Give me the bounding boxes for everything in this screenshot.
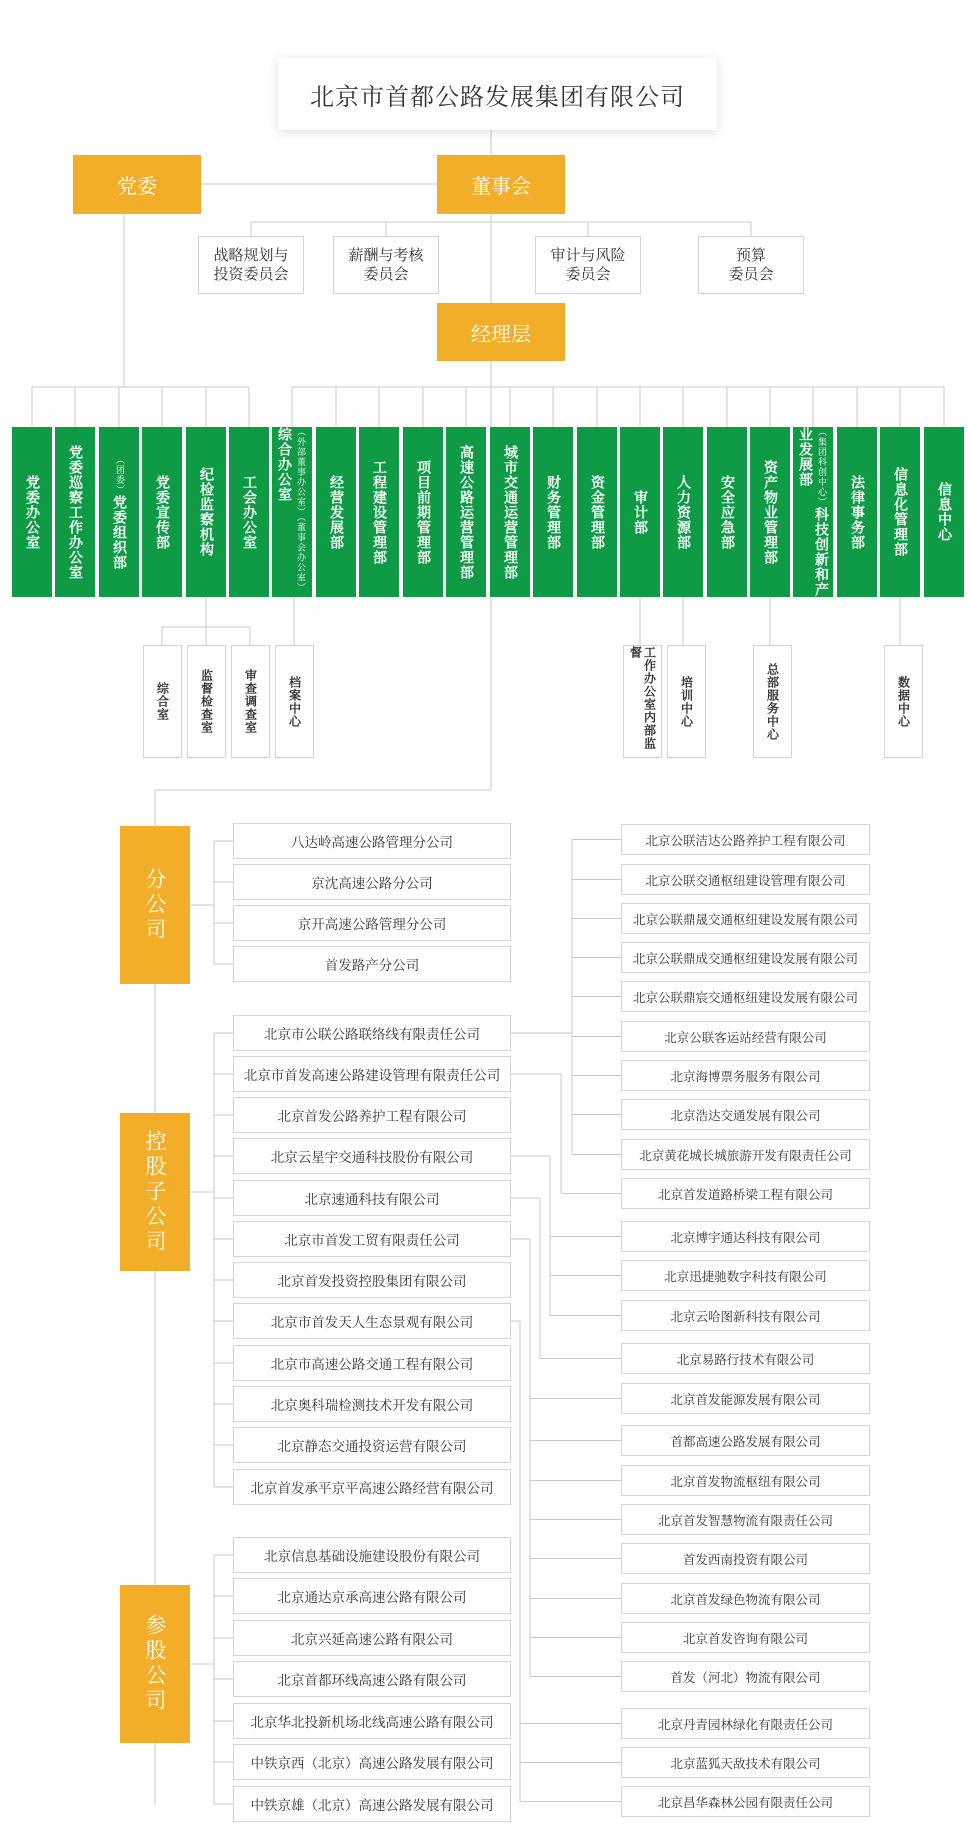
department-box	[359, 427, 399, 597]
department-box	[577, 427, 617, 597]
sub-unit-label: 审查调查室	[243, 669, 258, 734]
department-label: （集团科创中心）科技创新和产业发展部	[797, 427, 829, 597]
committee-box: 审计与风险 委员会	[535, 236, 641, 294]
category-branch-label: 分公司	[143, 867, 167, 943]
holding-company: 北京市首发高速公路建设管理有限责任公司	[233, 1056, 511, 1092]
subsidiary-company: 北京黄花城长城旅游开发有限责任公司	[621, 1139, 870, 1170]
department-label: 经营发展部	[328, 474, 344, 550]
subsidiary-company: 北京首发智慧物流有限责任公司	[621, 1504, 870, 1535]
department-label: 纪检监察机构	[198, 467, 214, 557]
holding-company: 北京首发投资控股集团有限公司	[233, 1262, 511, 1298]
subsidiary-company: 北京蓝狐天敌技术有限公司	[621, 1747, 870, 1778]
equity-company: 中铁京西（北京）高速公路发展有限公司	[233, 1744, 511, 1780]
holding-company: 北京首发承平京平高速公路经营有限公司	[233, 1469, 511, 1505]
holding-company: 北京速通科技有限公司	[233, 1180, 511, 1216]
sub-unit-box	[231, 645, 270, 758]
subsidiary-company: 北京易路行技术有限公司	[621, 1343, 870, 1374]
department-label: （外部董事办公室）（董事会办公室）综合办公室	[276, 427, 305, 593]
subsidiary-company: 北京浩达交通发展有限公司	[621, 1099, 870, 1130]
sub-unit-label: 总部服务中心	[765, 662, 780, 741]
equity-company: 中铁京雄（北京）高速公路发展有限公司	[233, 1786, 511, 1822]
department-label: 审计部	[632, 489, 648, 535]
branch-company: 八达岭高速公路管理分公司	[233, 823, 511, 859]
sub-unit-label: 监督检查室	[199, 669, 214, 734]
department-label: 党委办公室	[24, 474, 40, 550]
sub-unit-box	[623, 645, 662, 758]
category-equity-label: 参股公司	[143, 1614, 167, 1714]
branch-company: 首发路产分公司	[233, 946, 511, 982]
department-label-note: （外部董事办公室）（董事会办公室）	[295, 427, 305, 593]
equity-company: 北京首都环线高速公路有限公司	[233, 1661, 511, 1697]
department-label: 工程建设管理部	[371, 459, 387, 565]
party-committee-box: 党委	[73, 155, 201, 214]
department-box	[12, 427, 52, 597]
department-box	[403, 427, 443, 597]
committee-box: 预算 委员会	[698, 236, 804, 294]
company-title: 北京市首都公路发展集团有限公司	[278, 58, 717, 130]
department-label: 工会办公室	[241, 474, 257, 550]
department-label: 财务管理部	[545, 474, 561, 550]
subsidiary-company: 北京首发咨询有限公司	[621, 1622, 870, 1653]
department-box	[620, 427, 660, 597]
subsidiary-company: 北京首发能源发展有限公司	[621, 1383, 870, 1414]
department-box	[99, 427, 139, 597]
subsidiary-company: 北京公联客运站经营有限公司	[621, 1021, 870, 1052]
subsidiary-company: 北京公联洁达公路养护工程有限公司	[621, 824, 870, 855]
holding-company: 北京静态交通投资运营有限公司	[233, 1427, 511, 1463]
board-box: 董事会	[437, 155, 565, 214]
department-box	[142, 427, 182, 597]
subsidiary-company: 北京公联鼎宸交通枢纽建设发展有限公司	[621, 981, 870, 1012]
department-label-note: （集团科创中心）	[816, 427, 826, 507]
department-box	[750, 427, 790, 597]
subsidiary-company: 北京公联鼎成交通枢纽建设发展有限公司	[621, 942, 870, 973]
sub-unit-box	[667, 645, 706, 758]
subsidiary-company: 首都高速公路发展有限公司	[621, 1425, 870, 1456]
department-label: （团委）党委组织部	[111, 454, 127, 570]
sub-unit-box	[275, 645, 314, 758]
department-box	[272, 427, 312, 597]
department-label: 安全应急部	[719, 474, 735, 550]
holding-company: 北京奥科瑞检测技术开发有限公司	[233, 1386, 511, 1422]
department-label: 党委宣传部	[154, 474, 170, 550]
department-box	[663, 427, 703, 597]
sub-unit-label: 档案中心	[287, 675, 302, 728]
subsidiary-company: 北京首发物流枢纽有限公司	[621, 1465, 870, 1496]
sub-unit-box	[753, 645, 792, 758]
department-label: 信息化管理部	[892, 467, 908, 557]
department-label: 资产物业管理部	[762, 459, 778, 565]
department-box	[707, 427, 747, 597]
department-label-note: （团委）	[114, 454, 124, 495]
sub-unit-label: 培训中心	[679, 675, 694, 728]
branch-company: 京开高速公路管理分公司	[233, 905, 511, 941]
department-box	[186, 427, 226, 597]
department-label: 法律事务部	[849, 474, 865, 550]
department-box	[229, 427, 269, 597]
committee-box: 薪酬与考核 委员会	[333, 236, 439, 294]
sub-unit-box	[143, 645, 182, 758]
holding-company: 北京市首发工贸有限责任公司	[233, 1221, 511, 1257]
department-label: 城市交通运营管理部	[502, 444, 518, 580]
holding-company: 北京市公联公路联络线有限责任公司	[233, 1015, 511, 1051]
department-box	[490, 427, 530, 597]
subsidiary-company: 北京公联鼎晟交通枢纽建设发展有限公司	[621, 903, 870, 934]
category-holding-label: 控股子公司	[143, 1129, 167, 1255]
management-box: 经理层	[437, 303, 565, 361]
subsidiary-company: 北京丹青园林绿化有限责任公司	[621, 1708, 870, 1739]
sub-unit-label: 综合室	[155, 682, 170, 721]
department-label: 党委巡察工作办公室	[67, 444, 83, 580]
sub-unit-label: 工作办公室内部监督	[628, 646, 657, 750]
department-box	[55, 427, 95, 597]
department-box	[880, 427, 920, 597]
category-branch	[120, 826, 190, 984]
subsidiary-company: 北京博宇通达科技有限公司	[621, 1221, 870, 1252]
subsidiary-company: 北京迅捷驰数字科技有限公司	[621, 1260, 870, 1291]
subsidiary-company: 北京海博票务服务有限公司	[621, 1060, 870, 1091]
holding-company: 北京云星宇交通科技股份有限公司	[233, 1138, 511, 1174]
committee-box: 战略规划与 投资委员会	[198, 236, 304, 294]
holding-company: 北京市高速公路交通工程有限公司	[233, 1345, 511, 1381]
department-label: 人力资源部	[675, 474, 691, 550]
subsidiary-company: 北京首发绿色物流有限公司	[621, 1583, 870, 1614]
sub-unit-box	[187, 645, 226, 758]
equity-company: 北京通达京承高速公路有限公司	[233, 1578, 511, 1614]
department-label: 资金管理部	[589, 474, 605, 550]
subsidiary-company: 北京首发道路桥梁工程有限公司	[621, 1178, 870, 1209]
holding-company: 北京市首发天人生态景观有限公司	[233, 1303, 511, 1339]
equity-company: 北京兴延高速公路有限公司	[233, 1620, 511, 1656]
department-label: 信息中心	[936, 482, 952, 542]
sub-unit-box	[884, 645, 923, 758]
equity-company: 北京信息基础设施建设股份有限公司	[233, 1537, 511, 1573]
subsidiary-company: 北京云哈图新科技有限公司	[621, 1300, 870, 1331]
holding-company: 北京首发公路养护工程有限公司	[233, 1097, 511, 1133]
subsidiary-company: 首发西南投资有限公司	[621, 1543, 870, 1574]
department-label: 高速公路运营管理部	[458, 444, 474, 580]
department-box	[924, 427, 964, 597]
category-holding	[120, 1113, 190, 1271]
department-box	[793, 427, 833, 597]
sub-unit-label: 数据中心	[896, 675, 911, 728]
department-box	[446, 427, 486, 597]
department-box	[837, 427, 877, 597]
subsidiary-company: 北京昌华森林公园有限责任公司	[621, 1786, 870, 1817]
branch-company: 京沈高速公路分公司	[233, 864, 511, 900]
department-box	[533, 427, 573, 597]
department-label: 项目前期管理部	[415, 459, 431, 565]
subsidiary-company: 北京公联交通枢纽建设管理有限公司	[621, 864, 870, 895]
subsidiary-company: 首发（河北）物流有限公司	[621, 1661, 870, 1692]
equity-company: 北京华北投新机场北线高速公路有限公司	[233, 1703, 511, 1739]
category-equity	[120, 1585, 190, 1743]
department-box	[316, 427, 356, 597]
